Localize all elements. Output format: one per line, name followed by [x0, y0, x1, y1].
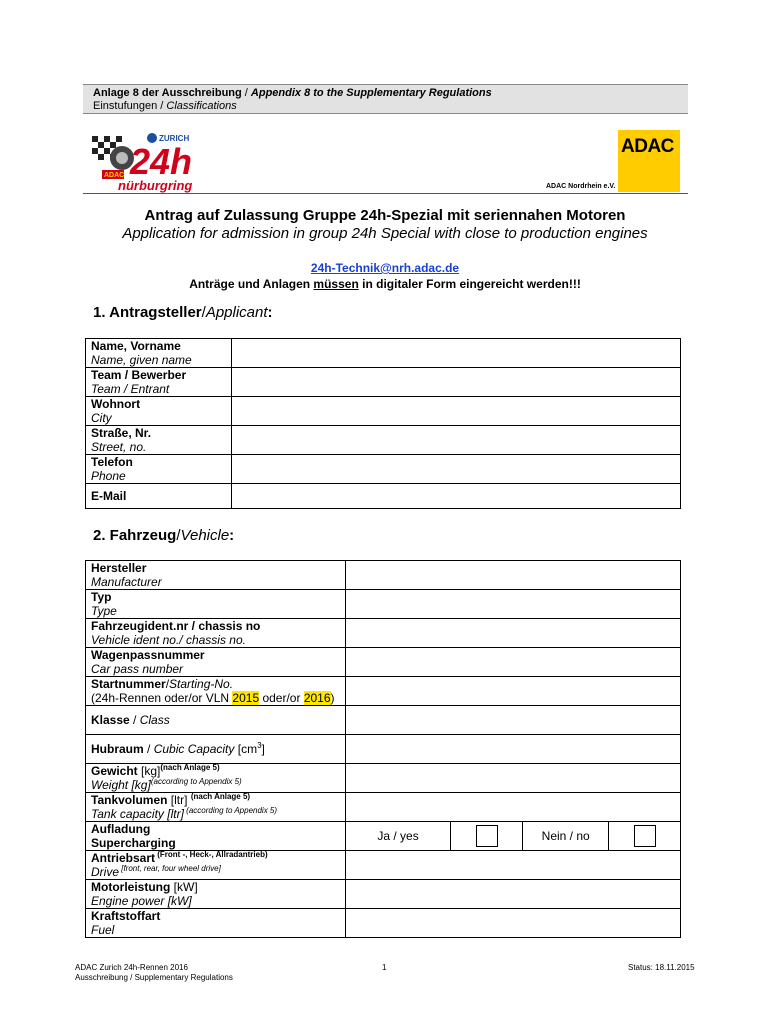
header-line-2: Einstufungen / Classifications — [93, 100, 237, 112]
field-label: Motorleistung [kW] Engine power [kW] — [86, 880, 346, 909]
field-label: Fahrzeugident.nr / chassis no Vehicle ident no./ chassis no. — [86, 619, 346, 648]
street-field[interactable] — [231, 426, 680, 455]
field-label: Straße, Nr. Street, no. — [86, 426, 232, 455]
table-row — [86, 880, 681, 909]
supercharging-no-label: Nein / no — [523, 822, 609, 851]
vehicle-table — [85, 560, 681, 938]
starting-number-field[interactable] — [345, 677, 680, 706]
nurburgring-wordmark: nürburgring — [118, 178, 193, 193]
chassis-number-field[interactable] — [345, 619, 680, 648]
supercharging-yes-label: Ja / yes — [345, 822, 451, 851]
field-label: Antriebsart $^{(Front -, Heck-, Allradantrieb)}$ Drive [front, rear, four wheel drive] — [86, 851, 346, 880]
supercharging-yes-checkbox[interactable] — [476, 825, 498, 847]
supercharging-no-cell — [609, 822, 681, 851]
table-row — [86, 484, 681, 509]
year-highlight: 2015 — [232, 691, 260, 705]
manufacturer-field[interactable] — [345, 561, 680, 590]
field-label: Wohnort City — [86, 397, 232, 426]
team-field[interactable] — [231, 368, 680, 397]
supercharging-yes-cell — [451, 822, 523, 851]
engine-power-field[interactable] — [345, 880, 680, 909]
supercharging-no-checkbox[interactable] — [634, 825, 656, 847]
table-row — [86, 426, 681, 455]
drive-field[interactable] — [345, 851, 680, 880]
year-highlight: 2016 — [303, 691, 331, 705]
field-label: Aufladung Supercharging — [86, 822, 346, 851]
name-field[interactable] — [231, 339, 680, 368]
adac-badge-text: ADAC — [104, 172, 125, 179]
page-number: 1 — [382, 963, 387, 972]
city-field[interactable] — [231, 397, 680, 426]
title-german: Antrag auf Zulassung Gruppe 24h-Spezial mit seriennahen Motoren — [144, 207, 626, 224]
table-row — [86, 368, 681, 397]
title-english: Application for admission in group 24h Special with close to production engines — [122, 225, 648, 242]
section-1-heading: 1. Antragsteller/Applicant: — [93, 304, 273, 321]
table-row — [86, 648, 681, 677]
table-row — [86, 455, 681, 484]
header-line-1: Anlage 8 der Ausschreibung / Appendix 8 to the Supplementary Regulations — [93, 87, 492, 99]
fuel-field[interactable] — [345, 909, 680, 938]
header-divider — [83, 193, 688, 194]
table-row — [86, 397, 681, 426]
table-row — [86, 339, 681, 368]
weight-field[interactable] — [345, 764, 680, 793]
zurich-wordmark: ZURICH — [159, 134, 190, 143]
table-row — [86, 590, 681, 619]
field-label: Typ Type — [86, 590, 346, 619]
field-label: Startnummer/Starting-No. (24h-Rennen oder/or VLN 2015 oder/or 2016) — [86, 677, 346, 706]
field-label: Hersteller Manufacturer — [86, 561, 346, 590]
car-pass-field[interactable] — [345, 648, 680, 677]
field-label: Hubraum / Cubic Capacity $[cm^3]$ — [86, 735, 346, 764]
phone-field[interactable] — [231, 455, 680, 484]
email-field[interactable] — [231, 484, 680, 509]
table-row — [86, 706, 681, 735]
field-label: Kraftstoffart Fuel — [86, 909, 346, 938]
field-label: Team / Bewerber Team / Entrant — [86, 368, 232, 397]
adac-nordrhein-label: ADAC Nordrhein e.V. — [546, 183, 616, 190]
table-row — [86, 764, 681, 793]
table-row — [86, 735, 681, 764]
table-row — [86, 909, 681, 938]
table-row — [86, 822, 681, 851]
document-header — [83, 84, 688, 114]
section-2-heading: 2. Fahrzeug/Vehicle: — [93, 527, 235, 544]
tank-capacity-field[interactable] — [345, 793, 680, 822]
class-field[interactable] — [345, 706, 680, 735]
field-label: Tankvolumen [ltr] $^{(nach Anlage 5)}$ Tank capacity [ltr] $^{(according to Appendix 5)}$ — [86, 793, 346, 822]
adac-logo: ADAC — [618, 130, 680, 192]
status-date: Status: 18.11.2015 — [628, 963, 695, 972]
field-label: E-Mail — [86, 484, 232, 509]
table-row — [86, 793, 681, 822]
table-row — [86, 561, 681, 590]
applicant-table — [85, 338, 681, 509]
field-label: Wagenpassnummer Car pass number — [86, 648, 346, 677]
digital-submission-notice: Anträge und Anlagen müssen in digitaler Form eingereicht werden!!! — [189, 277, 581, 291]
table-row — [86, 677, 681, 706]
footer-left: ADAC Zurich 24h-Rennen 2016 Ausschreibung / Supplementary Regulations — [75, 963, 233, 982]
field-label: Name, Vorname Name, given name — [86, 339, 232, 368]
field-label: Klasse / Class — [86, 706, 346, 735]
table-row — [86, 619, 681, 648]
table-row — [86, 851, 681, 880]
24h-nurburgring-logo — [88, 128, 198, 194]
contact-email-link[interactable]: 24h-Technik@nrh.adac.de — [310, 261, 460, 275]
field-label: Telefon Phone — [86, 455, 232, 484]
type-field[interactable] — [345, 590, 680, 619]
24h-wordmark: 24h — [130, 141, 193, 182]
field-label: Gewicht [kg]$^{(nach Anlage 5)}$ Weight [kg]$^{(according to Appendix 5)}$ — [86, 764, 346, 793]
cubic-capacity-field[interactable] — [345, 735, 680, 764]
